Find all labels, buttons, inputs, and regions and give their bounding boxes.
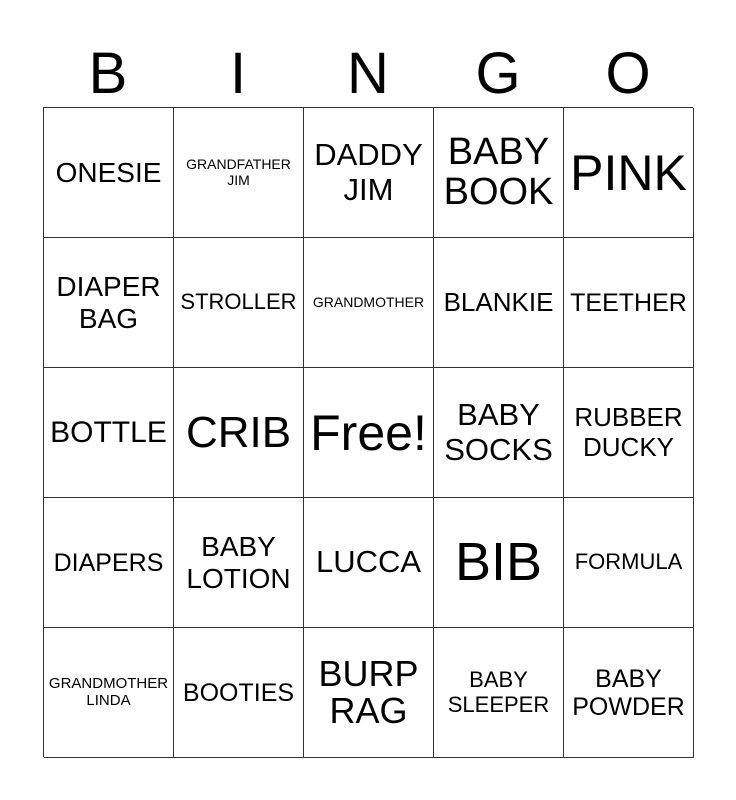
bingo-cell-r1-c2[interactable]: GRANDFATHER JIM bbox=[174, 108, 304, 238]
bingo-cell-r5-c5[interactable]: BABY POWDER bbox=[564, 628, 694, 758]
header-letter-b: B bbox=[88, 41, 128, 106]
header-letter-n: N bbox=[347, 41, 389, 106]
bingo-cell-r5-c3[interactable]: BURP RAG bbox=[304, 628, 434, 758]
bingo-cell-r5-c4[interactable]: BABY SLEEPER bbox=[434, 628, 564, 758]
bingo-cell-r4-c1[interactable]: DIAPERS bbox=[44, 498, 174, 628]
header-letter-i: I bbox=[229, 41, 247, 106]
bingo-board bbox=[43, 107, 693, 757]
bingo-header bbox=[43, 40, 693, 108]
header-letter-g: G bbox=[475, 41, 521, 106]
bingo-cell-r5-c1[interactable]: GRANDMOTHER LINDA bbox=[44, 628, 174, 758]
bingo-cell-r2-c3[interactable]: GRANDMOTHER bbox=[304, 238, 434, 368]
bingo-cell-r4-c5[interactable]: FORMULA bbox=[564, 498, 694, 628]
bingo-cell-r4-c4[interactable]: BIB bbox=[434, 498, 564, 628]
bingo-cell-r2-c2[interactable]: STROLLER bbox=[174, 238, 304, 368]
bingo-cell-r5-c2[interactable]: BOOTIES bbox=[174, 628, 304, 758]
bingo-cell-r3-c4[interactable]: BABY SOCKS bbox=[434, 368, 564, 498]
free-space[interactable]: Free! bbox=[304, 368, 434, 498]
bingo-cell-r3-c5[interactable]: RUBBER DUCKY bbox=[564, 368, 694, 498]
bingo-cell-r1-c3[interactable]: DADDY JIM bbox=[304, 108, 434, 238]
bingo-cell-r2-c1[interactable]: DIAPER BAG bbox=[44, 238, 174, 368]
bingo-cell-r3-c1[interactable]: BOTTLE bbox=[44, 368, 174, 498]
bingo-cell-r4-c3[interactable]: LUCCA bbox=[304, 498, 434, 628]
bingo-cell-r2-c5[interactable]: TEETHER bbox=[564, 238, 694, 368]
bingo-cell-r4-c2[interactable]: BABY LOTION bbox=[174, 498, 304, 628]
bingo-cell-r1-c1[interactable]: ONESIE bbox=[44, 108, 174, 238]
bingo-cell-r3-c2[interactable]: CRIB bbox=[174, 368, 304, 498]
bingo-cell-r1-c5[interactable]: PINK bbox=[564, 108, 694, 238]
bingo-cell-r2-c4[interactable]: BLANKIE bbox=[434, 238, 564, 368]
bingo-cell-r1-c4[interactable]: BABY BOOK bbox=[434, 108, 564, 238]
header-letter-o: O bbox=[605, 41, 651, 106]
